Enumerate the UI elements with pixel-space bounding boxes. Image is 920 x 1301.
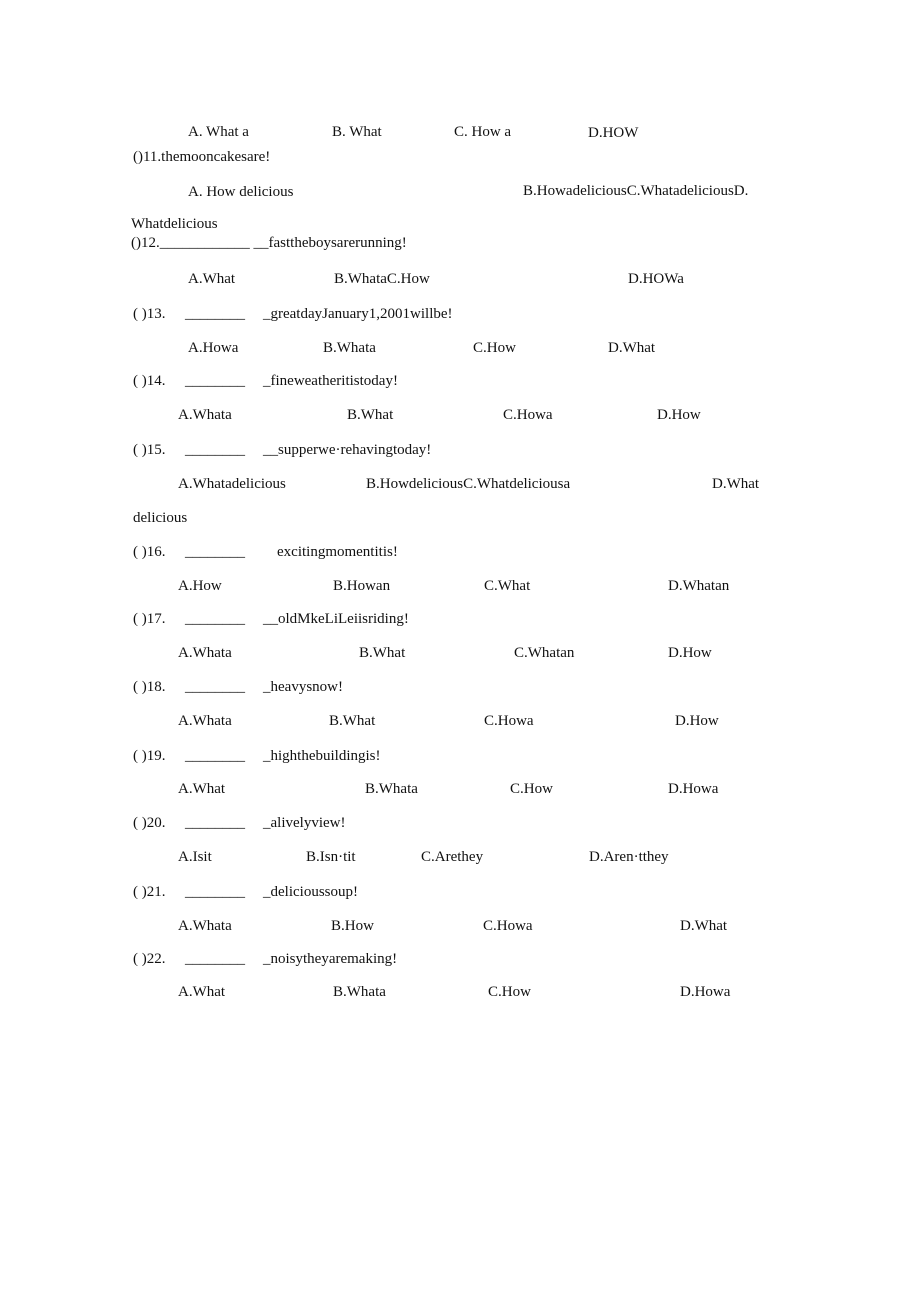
- q14-paren: ( )14.: [133, 373, 166, 389]
- q21-paren: ( )21.: [133, 884, 166, 900]
- q13-option-c: C.How: [473, 340, 516, 356]
- q21-option-b: B.How: [331, 918, 374, 934]
- q22-option-d: D.Howa: [680, 984, 731, 1000]
- q15-paren: ( )15.: [133, 442, 166, 458]
- q15-option-d: D.What: [712, 476, 760, 492]
- q15-blank: ________: [185, 442, 245, 458]
- q19-option-b: B.Whata: [365, 781, 418, 797]
- q20-paren: ( )20.: [133, 815, 166, 831]
- q20-option-c: C.Arethey: [421, 849, 484, 865]
- q16-option-d: D.Whatan: [668, 578, 730, 594]
- q20-option-a: A.Isit: [178, 849, 212, 865]
- q17-option-c: C.Whatan: [514, 645, 575, 661]
- q17-stem: __oldMkeLiLeiisriding!: [263, 611, 409, 627]
- q11-stem: ()11.themooncakesare!: [133, 149, 271, 165]
- q12-stem: ()12.____________ __fasttheboysarerunning!: [131, 235, 407, 251]
- q18-option-d: D.How: [675, 713, 719, 729]
- q18-option-c: C.Howa: [484, 713, 534, 729]
- q11-option-a: A. How delicious: [188, 184, 294, 200]
- q16-paren: ( )16.: [133, 544, 166, 560]
- q18-blank: ________: [185, 679, 245, 695]
- q14-option-d: D.How: [657, 407, 701, 423]
- q12-option-d: D.HOWa: [628, 271, 684, 287]
- q22-option-b: B.Whata: [333, 984, 386, 1000]
- q13-option-a: A.Howa: [188, 340, 239, 356]
- q14-stem: _fineweatheritistoday!: [263, 373, 398, 389]
- q12-options-bc: B.WhataC.How: [334, 271, 430, 287]
- q21-option-c: C.Howa: [483, 918, 533, 934]
- q16-option-b: B.Howan: [333, 578, 391, 594]
- q13-blank: ________: [185, 306, 245, 322]
- q10-option-a: A. What a: [188, 124, 249, 140]
- q19-option-a: A.What: [178, 781, 226, 797]
- q17-option-d: D.How: [668, 645, 712, 661]
- q18-option-a: A.Whata: [178, 713, 232, 729]
- q22-option-c: C.How: [488, 984, 531, 1000]
- q16-stem: excitingmomentitis!: [277, 544, 398, 560]
- q19-paren: ( )19.: [133, 748, 166, 764]
- q18-stem: _heavysnow!: [263, 679, 343, 695]
- q17-blank: ________: [185, 611, 245, 627]
- q19-stem: _highthebuildingis!: [263, 748, 381, 764]
- q10-option-d: D.HOW: [588, 125, 639, 141]
- q17-paren: ( )17.: [133, 611, 166, 627]
- q19-blank: ________: [185, 748, 245, 764]
- q22-stem: _noisytheyaremaking!: [263, 951, 398, 967]
- q20-blank: ________: [185, 815, 245, 831]
- q10-option-c: C. How a: [454, 124, 512, 140]
- q10-option-b: B. What: [332, 124, 382, 140]
- q13-option-d: D.What: [608, 340, 656, 356]
- q20-option-b: B.Isn·tit: [306, 849, 356, 865]
- q15-options-bc: B.HowdeliciousC.Whatdeliciousa: [366, 476, 571, 492]
- q19-option-d: D.Howa: [668, 781, 719, 797]
- q20-option-d: D.Aren·tthey: [589, 849, 669, 865]
- q22-paren: ( )22.: [133, 951, 166, 967]
- q11-options-bcd: B.HowadeliciousC.WhatadeliciousD.: [523, 183, 749, 199]
- q21-option-d: D.What: [680, 918, 728, 934]
- q19-option-c: C.How: [510, 781, 553, 797]
- q20-stem: _alivelyview!: [263, 815, 346, 831]
- q11-option-continuation: Whatdelicious: [131, 216, 218, 232]
- q17-option-a: A.Whata: [178, 645, 232, 661]
- q18-paren: ( )18.: [133, 679, 166, 695]
- q12-option-a: A.What: [188, 271, 236, 287]
- q16-option-c: C.What: [484, 578, 531, 594]
- q18-option-b: B.What: [329, 713, 376, 729]
- q14-option-c: C.Howa: [503, 407, 553, 423]
- q21-stem: _delicioussoup!: [263, 884, 358, 900]
- q13-paren: ( )13.: [133, 306, 166, 322]
- q14-option-b: B.What: [347, 407, 394, 423]
- q13-option-b: B.Whata: [323, 340, 376, 356]
- q15-option-continuation: delicious: [133, 510, 188, 526]
- q14-option-a: A.Whata: [178, 407, 232, 423]
- q14-blank: ________: [185, 373, 245, 389]
- q17-option-b: B.What: [359, 645, 406, 661]
- q21-blank: ________: [185, 884, 245, 900]
- q16-blank: ________: [185, 544, 245, 560]
- q16-option-a: A.How: [178, 578, 222, 594]
- q13-stem: _greatdayJanuary1,2001willbe!: [263, 306, 453, 322]
- q15-option-a: A.Whatadelicious: [178, 476, 286, 492]
- q22-blank: ________: [185, 951, 245, 967]
- q21-option-a: A.Whata: [178, 918, 232, 934]
- q15-stem: __supperwe·rehavingtoday!: [263, 442, 432, 458]
- q22-option-a: A.What: [178, 984, 226, 1000]
